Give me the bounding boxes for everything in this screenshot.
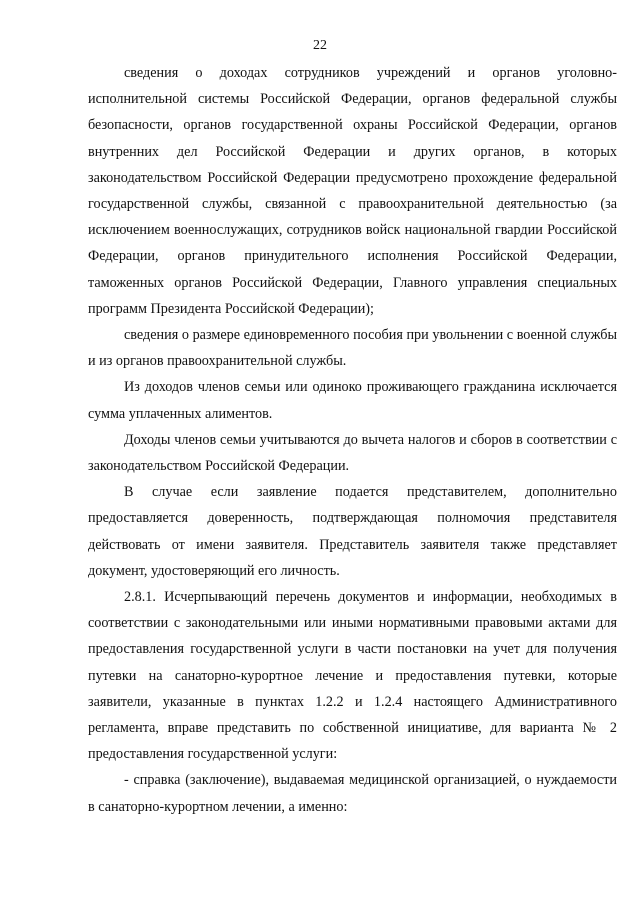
paragraph-severance-allowance: сведения о размере единовременного пособия при увольнении с военной службы и из органов правоохранительной службы. <box>88 327 617 370</box>
paragraph-income-law-enforcement: сведения о доходах сотрудников учреждений и органов уголовно-исполнительной системы Российской Федерации, органов федеральной службы безопасности, органов государственной охраны Российской Федерации, органов внутренних дел Российской Федерации и других органов, в которых законодательством Российской Федерации предусмотрено прохождение федеральной государственной службы, связанной с правоохранительной деятельностью (за исключением военнослужащих, сотрудников войск национальной гвардии Российской Федерации, органов принудительного исполнения Российской Федерации, таможенных органов Российской Федерации, Главного управления специальных программ Президента Российской Федерации); <box>88 65 617 317</box>
page-number: 22 <box>313 38 327 53</box>
list-item-medical-certificate: - справка (заключение), выдаваемая медицинской организацией, о нуждаемости в санаторно-курортном лечении, а именно: <box>88 772 617 815</box>
paragraph-representative: В случае если заявление подается представителем, дополнительно предоставляется доверенность, подтверждающая полномочия представителя действовать от имени заявителя. Представитель заявителя также представляет документ, удостоверяющий его личность. <box>88 484 617 579</box>
paragraph-section-2-8-1: 2.8.1. Исчерпывающий перечень документов и информации, необходимых в соответствии с законодательными или иными нормативными правовыми актами для предоставления государственной услуги в части постановки на учет для получения путевки на санаторно-курортное лечение и предоставления путевки, которые заявители, указанные в пунктах 1.2.2 и 1.2.4 настоящего Административного регламента, вправе представить по собственной инициативе, для варианта № 2 предоставления государственной услуги: <box>88 589 617 763</box>
document-body <box>88 60 617 820</box>
paragraph-income-before-taxes: Доходы членов семьи учитываются до вычета налогов и сборов в соответствии с законодательством Российской Федерации. <box>88 431 617 475</box>
paragraph-alimony-exclusion: Из доходов членов семьи или одиноко проживающего гражданина исключается сумма уплаченных алиментов. <box>88 379 617 422</box>
